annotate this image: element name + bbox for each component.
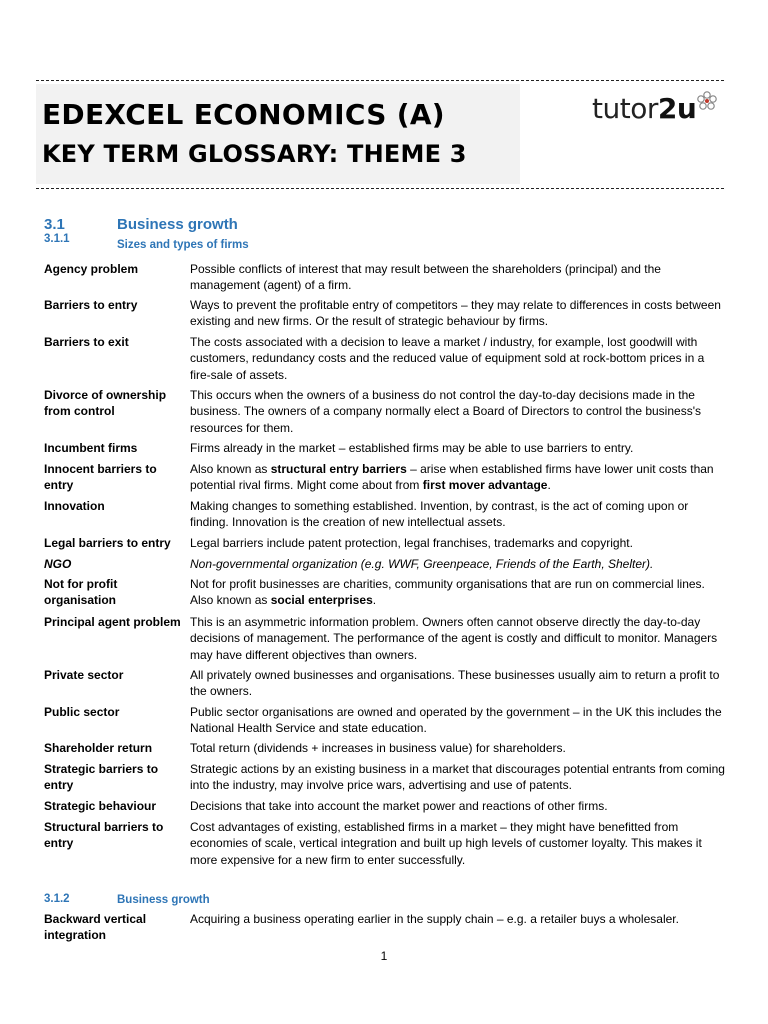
tutor2u-logo <box>592 92 696 125</box>
glossary-definition: Ways to prevent the profitable entry of competitors – they may relate to differences in costs between existing and new firms. Or the result of strategic behaviour by firms. <box>190 298 721 329</box>
glossary-definition: Decisions that take into account the market power and reactions of other firms. <box>190 799 608 813</box>
definition-text: – arise when established firms have lower unit costs than potential rival firms. Might come about from <box>190 462 714 493</box>
subsection-number-3-1-2: 3.1.2 <box>44 893 70 905</box>
logo-text-tutor: tutor <box>592 92 658 125</box>
glossary-term: Structural barriers to entry <box>44 820 164 851</box>
glossary-term: Barriers to entry <box>44 298 138 312</box>
definition-keyword: social enterprises <box>270 593 373 608</box>
glossary-term: Innovation <box>44 499 105 513</box>
glossary-term: Backward vertical integration <box>44 912 147 943</box>
page-number: 1 <box>380 949 388 963</box>
glossary-definition <box>190 576 726 609</box>
glossary-term: Public sector <box>44 705 120 719</box>
subsection-number-3-1-1: 3.1.1 <box>44 233 70 245</box>
glossary-definition: Acquiring a business operating earlier in the supply chain – e.g. a retailer buys a wholesaler. <box>190 912 679 926</box>
glossary-definition: Non-governmental organization (e.g. WWF, Greenpeace, Friends of the Earth, Shelter). <box>190 557 654 571</box>
glossary-term: Principal agent problem <box>44 615 181 629</box>
bottom-dashed-divider <box>36 188 724 189</box>
glossary-term: Legal barriers to entry <box>44 536 171 550</box>
glossary-definition: The costs associated with a decision to leave a market / industry, for example, lost goodwill with customers, redundancy costs and the reduced value of equipment sold at rock-bottom prices in a fire-sale of assets. <box>190 335 705 382</box>
glossary-term: Strategic barriers to entry <box>44 762 159 793</box>
glossary-definition: Firms already in the market – established firms may be able to use barriers to entry. <box>190 441 634 455</box>
subsection-title-3-1-1: Sizes and types of firms <box>117 239 249 251</box>
glossary-term: Agency problem <box>44 262 139 276</box>
definition-text: . <box>547 478 551 493</box>
glossary-definition: Possible conflicts of interest that may result between the shareholders (principal) and the management (agent) of a firm. <box>190 262 661 293</box>
flower-icon <box>696 90 718 112</box>
logo-text-2u: 2u <box>657 92 697 125</box>
glossary-term: Divorce of ownership from control <box>44 388 167 419</box>
document-subtitle: KEY TERM GLOSSARY: THEME 3 <box>42 140 467 168</box>
document-title: EDEXCEL ECONOMICS (A) <box>42 98 445 131</box>
definition-text: Not for profit businesses are charities, community organisations that are run on commercial lines. Also known as <box>190 577 705 608</box>
definition-keyword: structural entry barriers <box>270 462 407 476</box>
glossary-definition: Cost advantages of existing, established firms in a market – they might have benefitted from economies of scale, vertical integration and built up high levels of customer loyalty. This makes it more expensive for a new firm to enter successfully. <box>190 820 702 867</box>
top-dashed-divider <box>36 80 724 81</box>
glossary-term: Innocent barriers to entry <box>44 462 157 493</box>
section-number-3-1: 3.1 <box>44 216 65 233</box>
definition-keyword: first mover advantage <box>422 478 548 493</box>
glossary-term: Incumbent firms <box>44 441 138 455</box>
glossary-definition: Public sector organisations are owned and operated by the government – in the UK this includes the National Health Service and state education. <box>190 705 722 736</box>
subsection-title-3-1-2: Business growth <box>117 894 210 906</box>
glossary-definition: All privately owned businesses and organisations. These businesses usually aim to return a profit to the owners. <box>190 668 720 699</box>
glossary-definition: Total return (dividends + increases in business value) for shareholders. <box>190 741 566 755</box>
glossary-definition: This is an asymmetric information problem. Owners often cannot observe directly the day-to-day decisions of management. The performance of the agent is costly and difficult to monitor. Managers may have different objectives than owners. <box>190 615 718 662</box>
glossary-term: Not for profit organisation <box>44 577 118 608</box>
glossary-definition <box>190 461 726 494</box>
glossary-definition: This occurs when the owners of a business do not control the day-to-day decisions made in the business. The owners of a company normally elect a Board of Directors to control the business's resources for them. <box>190 388 701 435</box>
glossary-term: Private sector <box>44 668 124 682</box>
glossary-definition: Making changes to something established. Invention, by contrast, is the act of coming upon or finding. Innovation is the creation of new intellectual assets. <box>190 499 689 530</box>
glossary-term: Strategic behaviour <box>44 799 157 813</box>
glossary-term: Shareholder return <box>44 741 153 755</box>
glossary-definition: Legal barriers include patent protection, legal franchises, trademarks and copyright. <box>190 536 633 550</box>
definition-text: . <box>372 593 377 608</box>
section-title-3-1: Business growth <box>117 216 238 233</box>
definition-text: Also known as <box>190 462 271 476</box>
glossary-definition: Strategic actions by an existing business in a market that discourages potential entrants from coming into the industry, may involve price wars, advertising and use of patents. <box>190 762 725 793</box>
glossary-term: Barriers to exit <box>44 335 129 349</box>
glossary-term: NGO <box>44 557 72 571</box>
